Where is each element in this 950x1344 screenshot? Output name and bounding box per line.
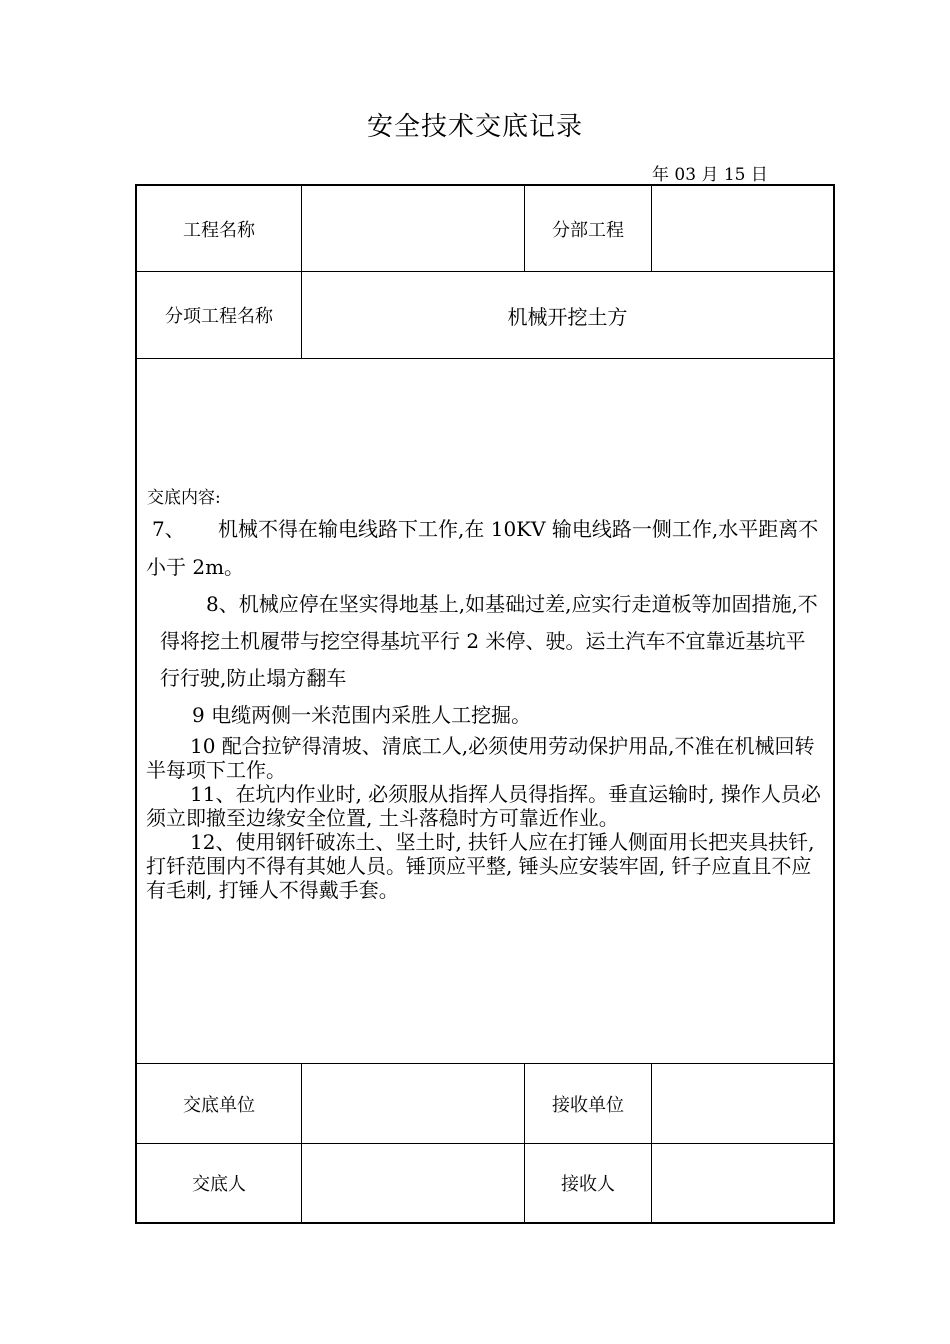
receiver-unit-value[interactable] — [652, 1064, 833, 1143]
item-name-label: 分项工程名称 — [165, 306, 273, 327]
briefing-item-7 — [146, 510, 825, 586]
sub-project-label: 分部工程 — [552, 219, 624, 241]
briefing-item-11: 11、在坑内作业时, 必须服从指挥人员得指挥。垂直运输时, 操作人员必须立即撤至边缘安全位置, 土斗落稳时方可靠近作业。 — [146, 782, 821, 830]
briefing-item-9: 9 电缆两侧一米范围内采胜人工挖掘。 — [192, 703, 532, 727]
row-divider — [137, 358, 833, 359]
briefing-content — [146, 486, 825, 902]
content-label: 交底内容: — [147, 488, 221, 508]
item-7-text: 机械不得在输电线路下工作,在 10KV 输电线路一侧工作,水平距离不小于 2m。 — [146, 517, 819, 579]
receiver-person-value[interactable] — [652, 1144, 833, 1222]
receiver-person-label: 接收人 — [561, 1174, 615, 1195]
safety-briefing-table — [135, 184, 835, 1224]
briefing-item-8: 8、机械应停在坚实得地基上,如基础过差,应实行走道板等加固措施,不得将挖土机履带与挖空得基坑平行 2 米停、驶。运土汽车不宜靠近基坑平行行驶,防止塌方翻车 — [160, 592, 818, 690]
document-date: 年 03 月 15 日 — [652, 165, 768, 185]
item-7-number: 7、 — [152, 517, 185, 541]
sub-project-value[interactable] — [652, 186, 833, 271]
receiver-unit-label: 接收单位 — [552, 1094, 624, 1116]
issuer-person-value[interactable] — [302, 1144, 524, 1222]
briefing-item-10: 10 配合拉铲得清坡、清底工人,必须使用劳动保护用品,不准在机械回转半每项下工作。 — [146, 734, 815, 782]
document-title: 安全技术交底记录 — [366, 112, 583, 142]
issuer-unit-value[interactable] — [302, 1064, 524, 1143]
project-name-label: 工程名称 — [183, 219, 255, 241]
item-name-value[interactable]: 机械开挖土方 — [507, 304, 628, 329]
issuer-person-label: 交底人 — [192, 1174, 246, 1195]
briefing-item-12: 12、使用钢钎破冻土、坚土时, 扶钎人应在打锤人侧面用长把夹具扶钎, 打钎范围内不得有其她人员。锤顶应平整, 锤头应安装牢固, 钎子应直且不应有毛刺, 打锤人不得戴手套。 — [146, 830, 815, 902]
issuer-unit-label: 交底单位 — [183, 1094, 255, 1116]
project-name-value[interactable] — [302, 186, 524, 271]
